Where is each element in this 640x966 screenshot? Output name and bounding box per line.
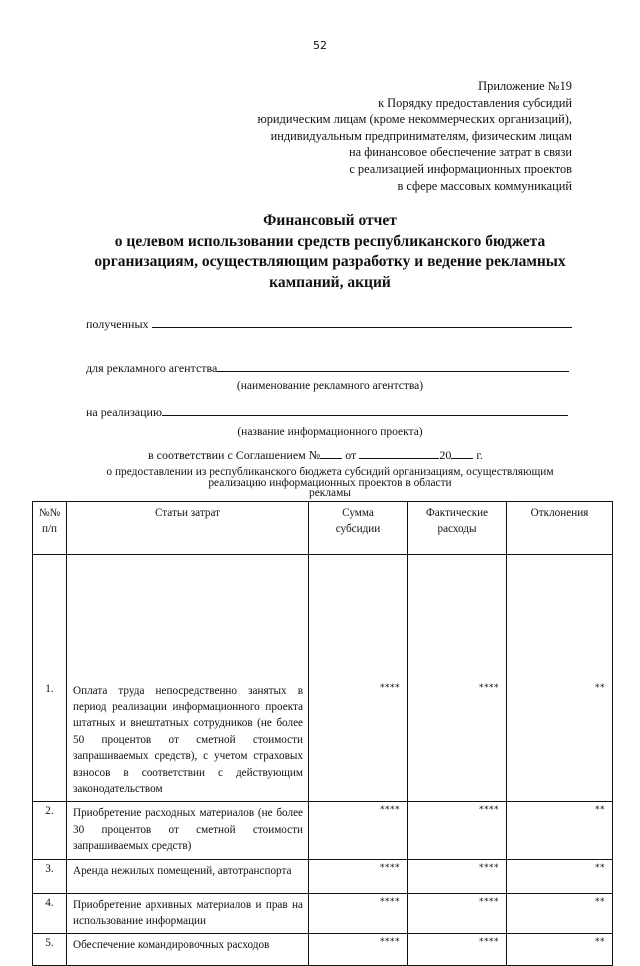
row-actual: **** bbox=[408, 680, 507, 802]
appendix-line: к Порядку предоставления субсидий bbox=[378, 95, 572, 110]
purpose-text bbox=[70, 467, 590, 499]
table-row bbox=[33, 680, 613, 802]
row-subsidy: **** bbox=[309, 859, 408, 893]
received-blank[interactable] bbox=[152, 316, 572, 328]
header-subsidy-line: Сумма bbox=[342, 507, 374, 519]
table-row bbox=[33, 859, 613, 893]
project-field bbox=[86, 404, 568, 420]
agreement-field bbox=[148, 447, 483, 463]
agreement-number-blank[interactable] bbox=[320, 447, 342, 459]
received-label: полученных bbox=[86, 317, 149, 331]
table-row bbox=[33, 893, 613, 934]
appendix-line: индивидуальным предпринимателям, физическим лицам bbox=[270, 128, 572, 143]
document-title bbox=[60, 211, 600, 293]
project-caption: (название информационного проекта) bbox=[237, 426, 423, 438]
appendix-line: в сфере массовых коммуникаций bbox=[397, 178, 572, 193]
agreement-prefix: в соответствии с Соглашением № bbox=[148, 448, 321, 462]
table-row bbox=[33, 802, 613, 859]
header-subsidy bbox=[309, 502, 408, 555]
purpose-line: рекламы bbox=[309, 487, 351, 500]
table-header-row bbox=[33, 502, 613, 555]
row-num: 1. bbox=[33, 680, 67, 802]
row-desc: Аренда нежилых помещений, автотранспорта bbox=[67, 859, 309, 893]
header-actual-line: расходы bbox=[437, 523, 477, 535]
received-field bbox=[86, 316, 572, 332]
header-actual-line: Фактические bbox=[425, 507, 489, 519]
row-actual: **** bbox=[408, 802, 507, 859]
row-actual: **** bbox=[408, 859, 507, 893]
table-spacer-row bbox=[33, 555, 613, 680]
row-subsidy: **** bbox=[309, 802, 408, 859]
row-deviation: ** bbox=[507, 859, 613, 893]
row-num: 5. bbox=[33, 934, 67, 966]
header-items-text: Статьи затрат bbox=[154, 507, 221, 519]
header-num bbox=[33, 502, 67, 555]
purpose-line: реализацию информационных проектов в области bbox=[208, 476, 452, 489]
project-blank[interactable] bbox=[162, 404, 568, 416]
row-actual: **** bbox=[408, 893, 507, 934]
project-label: на реализацию bbox=[86, 405, 162, 419]
appendix-line: Приложение №19 bbox=[478, 79, 572, 93]
header-items bbox=[67, 502, 309, 555]
title-line: Финансовый отчет bbox=[263, 212, 397, 229]
purpose-line: о предоставлении из республиканского бюджета субсидий организациям, осуществляющим bbox=[106, 466, 554, 478]
row-subsidy: **** bbox=[309, 934, 408, 966]
row-num: 2. bbox=[33, 802, 67, 859]
row-subsidy: **** bbox=[309, 680, 408, 802]
agency-field bbox=[86, 360, 569, 376]
agreement-from: от bbox=[345, 448, 357, 462]
row-deviation: ** bbox=[507, 934, 613, 966]
header-deviation bbox=[507, 502, 613, 555]
header-num-line: п/п bbox=[41, 523, 58, 535]
expenses-table bbox=[32, 501, 613, 966]
row-desc: Приобретение архивных материалов и прав на использование информации bbox=[67, 893, 309, 934]
header-num-line: №№ bbox=[38, 507, 61, 519]
title-line: кампаний, акций bbox=[269, 273, 391, 291]
row-actual: **** bbox=[408, 934, 507, 966]
page-number: 52 bbox=[313, 39, 327, 52]
appendix-line: юридическим лицам (кроме некоммерческих организаций), bbox=[257, 112, 572, 127]
header-deviation-text: Отклонения bbox=[530, 507, 589, 519]
header-actual bbox=[408, 502, 507, 555]
agency-blank[interactable] bbox=[217, 360, 569, 372]
appendix-line: с реализацией информационных проектов bbox=[349, 161, 572, 176]
agreement-suffix: г. bbox=[476, 448, 483, 462]
appendix-line: на финансовое обеспечение затрат в связи bbox=[349, 145, 572, 160]
agency-label: для рекламного агентства bbox=[86, 361, 218, 375]
agreement-date-blank[interactable] bbox=[359, 447, 439, 459]
row-deviation: ** bbox=[507, 893, 613, 934]
row-desc: Приобретение расходных материалов (не более 30 процентов от сметной стоимости запрашиваемых средств) bbox=[67, 802, 309, 859]
row-desc: Обеспечение командировочных расходов bbox=[67, 934, 309, 966]
agency-caption: (наименование рекламного агентства) bbox=[236, 380, 424, 392]
appendix-block bbox=[257, 78, 572, 194]
row-desc: Оплата труда непосредственно занятых в период реализации информационного проекта штатных и внештатных сотрудников (не более 50 процентов от сметной стоимости запрашиваемых средств), с учетом страховых взносов в соответствии с действующим законодательством bbox=[67, 680, 309, 802]
agreement-year-blank[interactable] bbox=[451, 447, 473, 459]
agreement-year: 20 bbox=[439, 448, 452, 462]
row-num: 4. bbox=[33, 893, 67, 934]
title-line: организациям, осуществляющим разработку и ведение рекламных bbox=[94, 253, 566, 270]
title-line: о целевом использовании средств республиканского бюджета bbox=[114, 232, 546, 250]
header-subsidy-line: субсидии bbox=[335, 523, 381, 535]
table-row bbox=[33, 934, 613, 966]
row-deviation: ** bbox=[507, 802, 613, 859]
row-num: 3. bbox=[33, 859, 67, 893]
row-deviation: ** bbox=[507, 680, 613, 802]
row-subsidy: **** bbox=[309, 893, 408, 934]
